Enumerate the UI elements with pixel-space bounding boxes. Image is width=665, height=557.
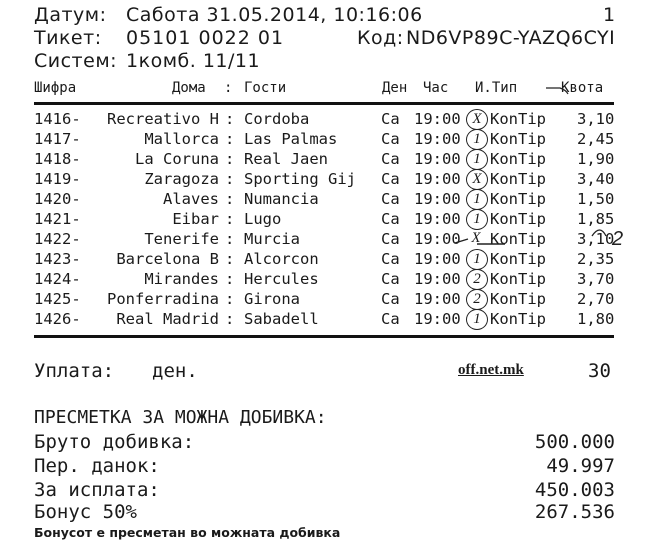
col-code: Шифра <box>34 80 77 96</box>
row-separator: : <box>225 170 235 188</box>
gross-label: Бруто добивка: <box>34 431 195 453</box>
home-team: Mirandes <box>144 270 219 288</box>
payment-amount: 30 <box>588 360 611 382</box>
odds-value: 2,45 <box>577 130 615 148</box>
home-team: Real Madrid <box>116 310 219 328</box>
bet-type: KonTip <box>490 310 546 328</box>
match-day: Са <box>381 170 400 188</box>
home-team: Zaragoza <box>144 170 219 188</box>
guest-team: Real Jaen <box>244 150 328 168</box>
outcome-circle: 1 <box>466 209 488 230</box>
match-time: 19:00 <box>414 310 461 328</box>
odds-value: 3,70 <box>577 270 615 288</box>
system-value: 1комб. 11/11 <box>126 50 261 72</box>
guest-team: Cordoba <box>244 110 310 128</box>
match-day: Са <box>381 250 400 268</box>
ticket-label: Тикет: <box>34 27 102 49</box>
odds-value: 2,70 <box>577 290 615 308</box>
strike-mark <box>455 239 505 244</box>
calc-title: ПРЕСМЕТКА ЗА МОЖНА ДОБИВКА: <box>34 407 327 428</box>
row-separator: : <box>225 270 235 288</box>
row-separator: : <box>225 310 235 328</box>
bonus-label: Бонус 50% <box>34 501 137 523</box>
match-time: 19:00 <box>414 130 461 148</box>
guest-team: Sporting Gij <box>244 170 356 188</box>
row-separator: : <box>225 190 235 208</box>
match-time: 19:00 <box>414 270 461 288</box>
match-day: Са <box>381 150 400 168</box>
code-label: Код: <box>357 27 404 49</box>
outcome-circle: 2 <box>466 289 488 310</box>
odds-value: 2,35 <box>577 250 615 268</box>
row-separator: : <box>225 290 235 308</box>
match-code: 1418- <box>34 150 81 168</box>
match-time: 19:00 <box>414 250 461 268</box>
bet-type: KonTip <box>490 270 546 288</box>
bonus-value: 267.536 <box>534 501 615 523</box>
code-value: ND6VP89C-YAZQ6CYI <box>406 27 616 49</box>
bet-type: KonTip <box>490 130 546 148</box>
outcome-circle: 2 <box>466 269 488 290</box>
col-time: Час <box>423 80 449 96</box>
home-team: Barcelona B <box>116 250 219 268</box>
match-time: 19:00 <box>414 110 461 128</box>
match-code: 1422- <box>34 230 81 248</box>
bet-type: KonTip <box>490 290 546 308</box>
guest-team: Las Palmas <box>244 130 338 148</box>
row-separator: : <box>225 250 235 268</box>
match-day: Са <box>381 210 400 228</box>
home-team: Recreativo H <box>107 110 219 128</box>
bet-type: KonTip <box>490 190 546 208</box>
payout-label: За исплата: <box>34 479 160 501</box>
match-time: 19:00 <box>414 190 461 208</box>
match-time: 19:00 <box>414 150 461 168</box>
home-team: Ponferradina <box>107 290 219 308</box>
match-day: Са <box>381 190 400 208</box>
header-pen-mark <box>546 88 568 94</box>
match-day: Са <box>381 130 400 148</box>
guest-team: Alcorcon <box>244 250 319 268</box>
outcome-circle: 1 <box>466 249 488 270</box>
guest-team: Sabadell <box>244 310 319 328</box>
payout-value: 450.003 <box>534 479 615 501</box>
bet-type: KonTip <box>490 150 546 168</box>
row-separator: : <box>225 110 235 128</box>
outcome-circle: 1 <box>466 129 488 150</box>
row-separator: : <box>225 130 235 148</box>
gross-value: 500.000 <box>534 431 615 453</box>
match-day: Са <box>381 110 400 128</box>
tax-value: 49.997 <box>546 455 615 477</box>
match-code: 1419- <box>34 170 81 188</box>
guest-team: Murcia <box>244 230 300 248</box>
odds-value: 1,80 <box>577 310 615 328</box>
bet-type: KonTip <box>490 230 546 248</box>
match-code: 1426- <box>34 310 81 328</box>
bet-type: KonTip <box>490 250 546 268</box>
tax-label: Пер. данок: <box>34 455 160 477</box>
col-odds: Квота <box>561 80 604 96</box>
odds-value: 1,85 <box>577 210 615 228</box>
match-time: 19:00 <box>414 290 461 308</box>
odds-value: 3,10 <box>577 110 615 128</box>
home-team: Tenerife <box>144 230 219 248</box>
outcome-circle: 1 <box>466 309 488 330</box>
guest-team: Girona <box>244 290 300 308</box>
system-label: Систем: <box>34 50 118 72</box>
outcome-circle: X <box>471 230 481 246</box>
match-code: 1416- <box>34 110 81 128</box>
match-code: 1424- <box>34 270 81 288</box>
match-code: 1420- <box>34 190 81 208</box>
guest-team: Numancia <box>244 190 319 208</box>
outcome-circle: X <box>466 169 488 190</box>
match-code: 1421- <box>34 210 81 228</box>
row-separator: : <box>225 230 235 248</box>
match-day: Са <box>381 290 400 308</box>
home-team: Eibar <box>172 210 219 228</box>
bonus-note: Бонусот е пресметан во можната добивка <box>34 525 341 540</box>
match-code: 1417- <box>34 130 81 148</box>
page-number: 1 <box>603 4 616 26</box>
payment-unit: ден. <box>152 360 198 382</box>
guest-team: Lugo <box>244 210 282 228</box>
match-time: 19:00 <box>414 230 461 248</box>
home-team: Mallorca <box>144 130 219 148</box>
col-separator: : <box>224 80 233 96</box>
bet-type: KonTip <box>490 170 546 188</box>
odds-value: 1,50 <box>577 190 615 208</box>
col-home: Дома <box>172 80 206 96</box>
home-team: Alaves <box>163 190 219 208</box>
date-value: Сабота 31.05.2014, 10:16:06 <box>126 4 423 26</box>
match-time: 19:00 <box>414 210 461 228</box>
outcome-circle: 1 <box>466 149 488 170</box>
match-code: 1425- <box>34 290 81 308</box>
ticket-value: 05101 0022 01 <box>126 27 285 49</box>
outcome-circle: 1 <box>466 189 488 210</box>
col-day: Ден <box>382 80 408 96</box>
outcome-circle: X <box>466 109 488 130</box>
bet-type: KonTip <box>490 210 546 228</box>
odds-annotation: 2 <box>612 228 624 250</box>
match-day: Са <box>381 270 400 288</box>
date-label: Датум: <box>34 4 107 26</box>
match-day: Са <box>381 310 400 328</box>
row-separator: : <box>225 150 235 168</box>
match-time: 19:00 <box>414 170 461 188</box>
match-code: 1423- <box>34 250 81 268</box>
match-day: Са <box>381 230 400 248</box>
watermark-text: off.net.mk <box>458 362 524 378</box>
odds-value: 3,40 <box>577 170 615 188</box>
odds-value: 1,90 <box>577 150 615 168</box>
guest-team: Hercules <box>244 270 319 288</box>
bet-type: KonTip <box>490 110 546 128</box>
payment-label: Уплата: <box>34 360 115 382</box>
col-outcome-type: И.Тип <box>475 80 518 96</box>
home-team: La Coruna <box>135 150 219 168</box>
col-guest: Гости <box>244 80 287 96</box>
odds-value: 3,10 <box>577 230 615 248</box>
odds-check-mark <box>592 230 606 236</box>
row-separator: : <box>225 210 235 228</box>
